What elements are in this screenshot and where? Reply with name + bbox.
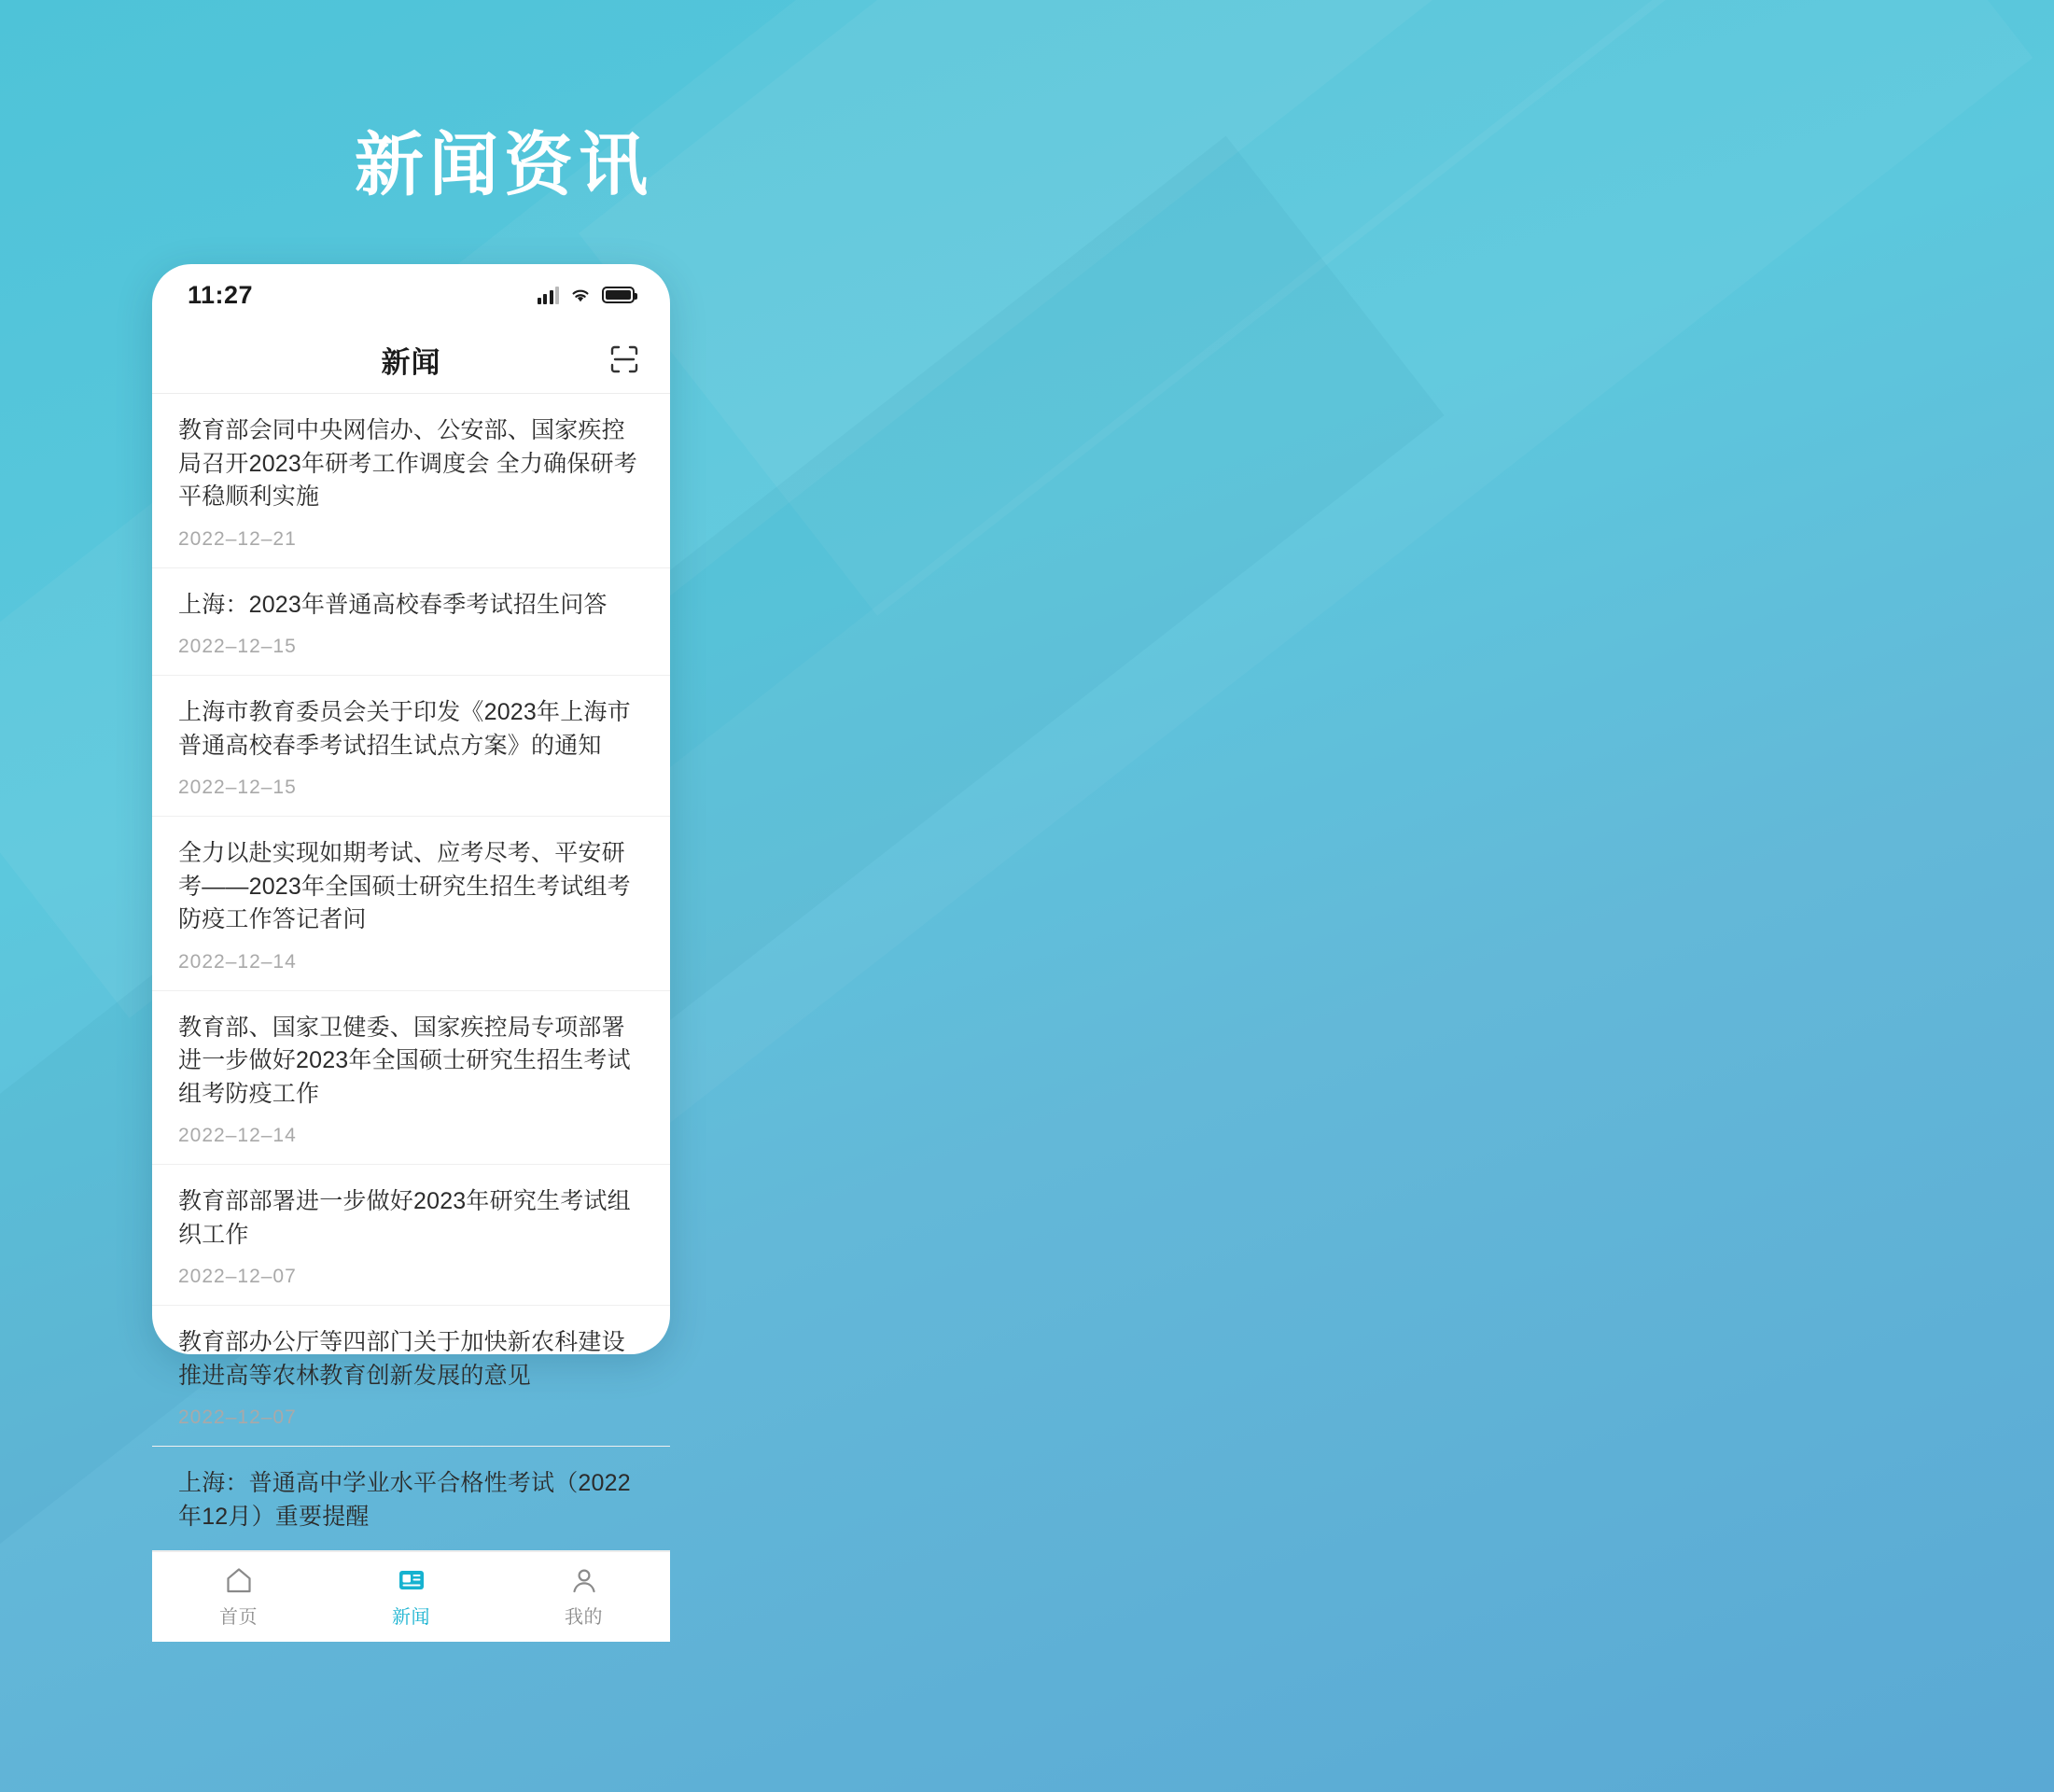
news-date: 2022–12–21: [178, 527, 297, 550]
person-icon: [568, 1565, 600, 1595]
news-title: 上海市教育委员会关于印发《2023年上海市普通高校春季考试招生试点方案》的通知: [178, 699, 631, 759]
news-date: 2022–12–07: [178, 1407, 297, 1428]
list-item[interactable]: [152, 1165, 670, 1306]
list-item[interactable]: [152, 394, 670, 568]
list-item[interactable]: [152, 991, 670, 1166]
status-time: 11:27: [188, 280, 254, 309]
tab-profile[interactable]: [497, 1565, 670, 1629]
tab-bar: [152, 1551, 670, 1642]
news-date: 2022–12–15: [178, 636, 297, 657]
news-date: 2022–12–14: [178, 950, 297, 973]
background-band: [579, 0, 2054, 616]
news-icon: [396, 1565, 427, 1595]
list-item[interactable]: [152, 817, 670, 991]
page-title: 新闻资讯: [355, 126, 653, 203]
news-title: 教育部会同中央网信办、公安部、国家疾控局召开2023年研考工作调度会 全力确保研考平稳顺利实施: [178, 417, 637, 510]
list-item[interactable]: [152, 1306, 670, 1447]
phone-mockup: [152, 264, 670, 1628]
list-item[interactable]: [152, 568, 670, 677]
news-date: 2022–12–07: [178, 1266, 297, 1287]
news-list[interactable]: [152, 394, 670, 1551]
wifi-icon: [569, 286, 592, 304]
signal-icon: [538, 286, 560, 304]
news-date: 2022–12–14: [178, 1125, 297, 1146]
status-bar: [152, 264, 670, 326]
news-title: 教育部办公厅等四部门关于加快新农科建设推进高等农林教育创新发展的意见: [178, 1329, 625, 1389]
list-item[interactable]: [152, 1447, 670, 1551]
news-title: 上海：普通高中学业水平合格性考试（2022年12月）重要提醒: [178, 1470, 631, 1530]
news-date: 2022–12–15: [178, 777, 297, 798]
news-title: 上海：2023年普通高校春季考试招生问答: [178, 591, 608, 618]
list-item[interactable]: [152, 676, 670, 817]
nav-bar: [152, 326, 670, 394]
home-icon: [223, 1565, 255, 1595]
battery-icon: [602, 287, 635, 303]
nav-title: 新闻: [381, 345, 441, 379]
status-icon-group: [538, 286, 636, 304]
tab-label: 新闻: [392, 1607, 430, 1628]
tab-home[interactable]: [152, 1565, 325, 1629]
news-title: 全力以赴实现如期考试、应考尽考、平安研考——2023年全国硕士研究生招生考试组考防疫工作答记者问: [178, 840, 631, 932]
news-title: 教育部、国家卫健委、国家疾控局专项部署进一步做好2023年全国硕士研究生招生考试组考防疫工作: [178, 1014, 631, 1107]
tab-label: 首页: [219, 1607, 258, 1628]
tab-news[interactable]: [325, 1565, 497, 1629]
tab-label: 我的: [565, 1607, 603, 1628]
scan-icon[interactable]: [607, 342, 642, 377]
news-title: 教育部部署进一步做好2023年研究生考试组织工作: [178, 1188, 631, 1248]
